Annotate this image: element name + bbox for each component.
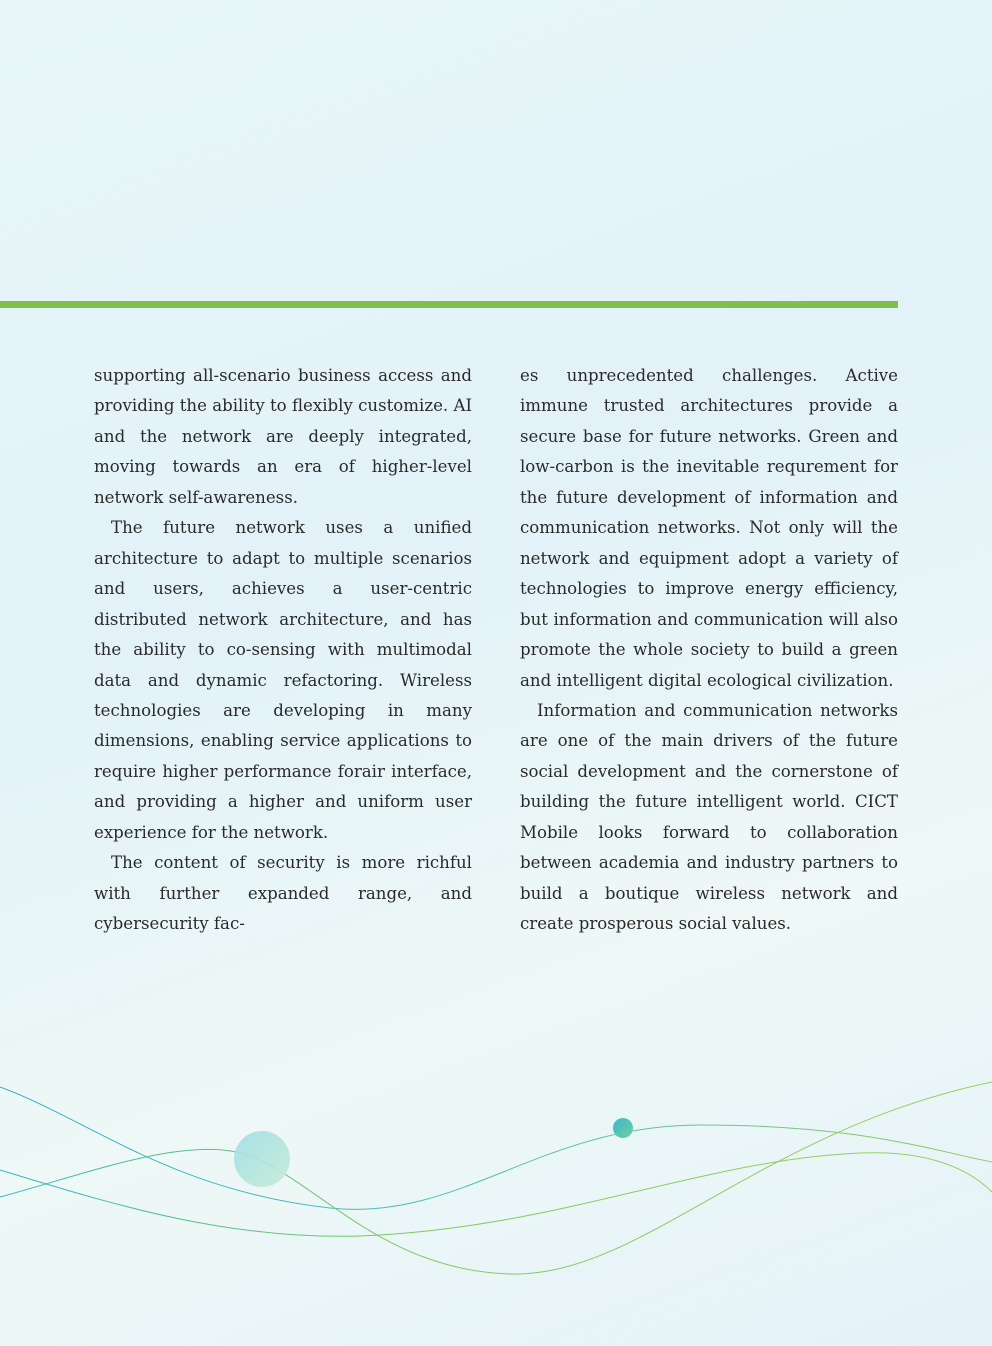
wave-line [0, 1082, 992, 1274]
decorative-dot [613, 1118, 633, 1138]
wave-line [0, 1153, 992, 1237]
decorative-wave-lines [0, 1060, 992, 1300]
paragraph: supporting all-scenario business access and providing the ability to flexibly customize. AI and the network are deeply integrated, moving towards an era of higher-level network self-awareness. [94, 366, 472, 507]
wave-line [0, 1087, 992, 1209]
section-divider-bar [0, 301, 898, 308]
paragraph: The content of security is more richful with further expanded range, and cybersecurity fac- [94, 853, 472, 934]
text-column-left [94, 361, 472, 940]
paragraph: es unprecedented challenges. Active immune trusted architectures provide a secure base for future networks. Green and low-carbon is the inevitable requrement for the future development of information and communication networks. Not only will the network and equipment adopt a variety of technologies to improve energy efficiency, but information and communication will also promote the whole society to build a green and intelligent digital ecological civilization. [520, 366, 898, 690]
paragraph: Information and communication networks are one of the main drivers of the future social development and the cornerstone of building the future intelligent world. CICT Mobile looks forward to collaboration between academia and industry partners to build a boutique wireless network and create prosperous social values. [520, 700, 898, 934]
paragraph: The future network uses a unified architecture to adapt to multiple scenarios and users, achieves a user-centric distributed network architecture, and has the ability to co-sensing with multimodal data and dynamic refactoring. Wireless technologies are developing in many dimensions, enabling service applications to require higher performance forair interface, and providing a higher and uniform user experience for the network. [94, 518, 472, 842]
decorative-circle [234, 1131, 290, 1187]
text-column-right [520, 361, 898, 940]
